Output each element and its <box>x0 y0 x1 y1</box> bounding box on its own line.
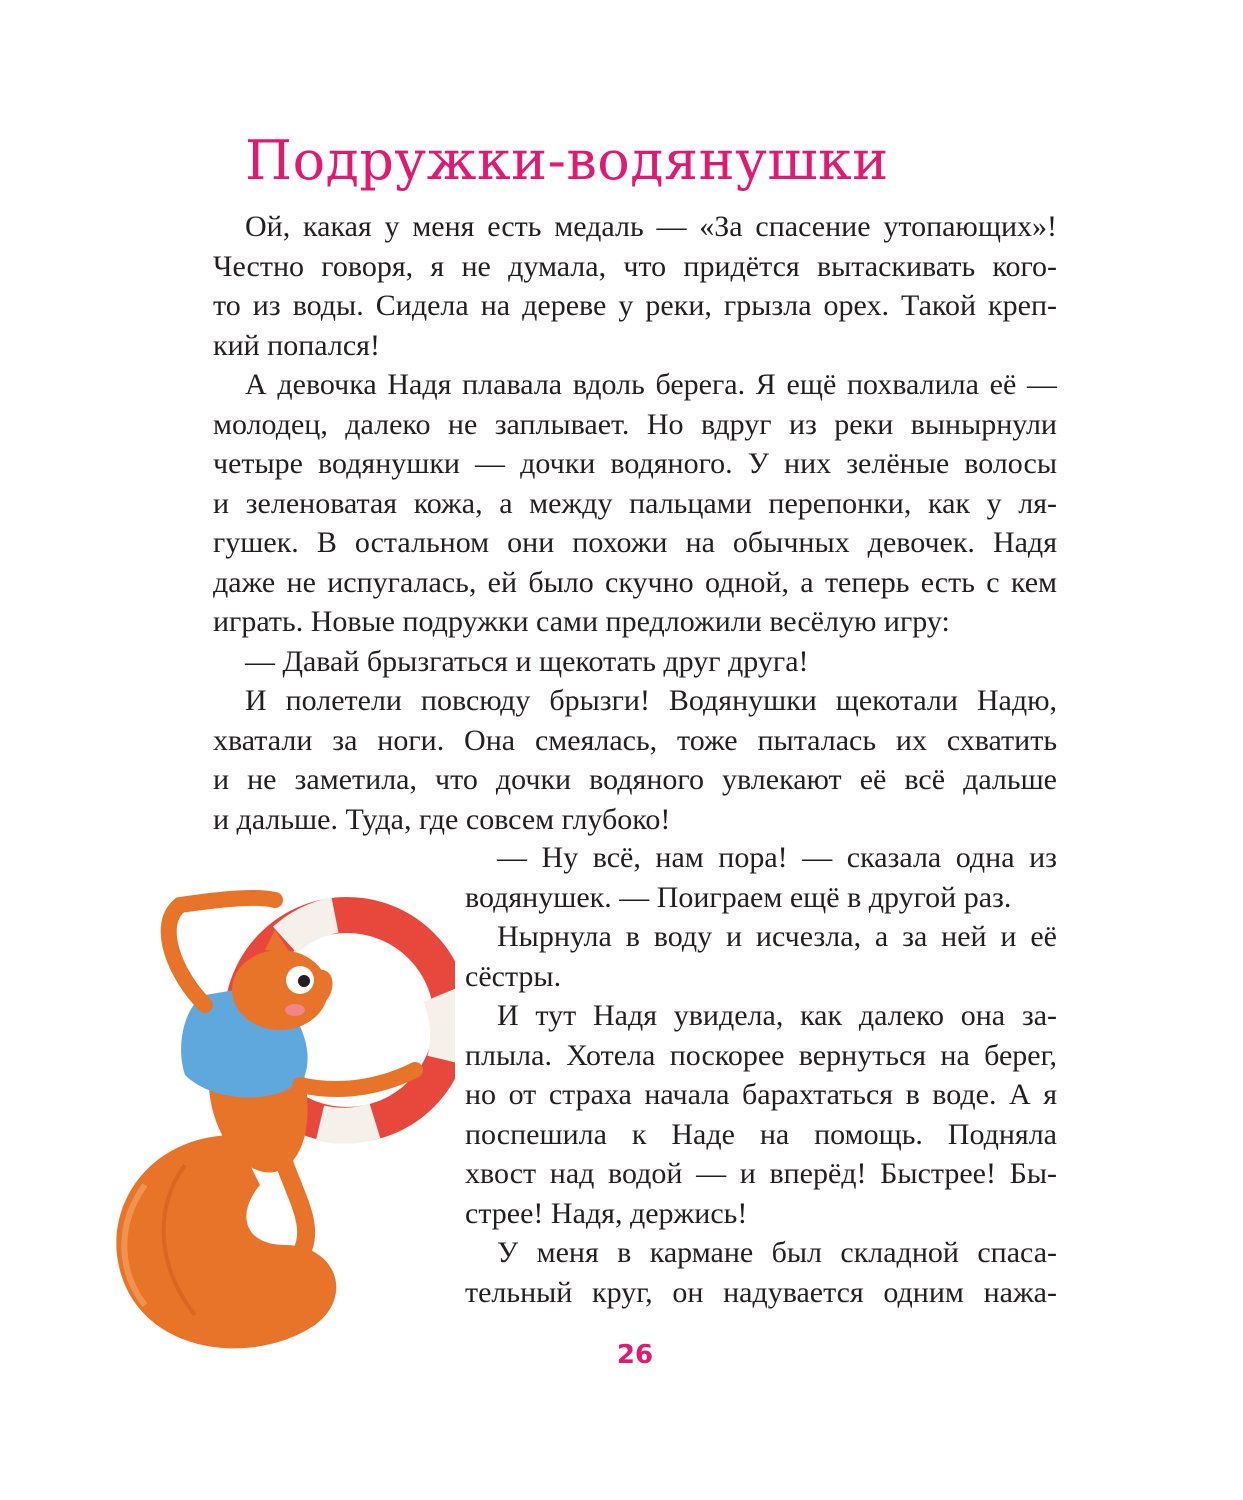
text-line: и дальше. Туда, где совсем глубоко! <box>213 802 671 836</box>
text-line: — Ну всё, нам пора! — сказала одна из <box>497 841 1057 874</box>
text-line: но от страха начала барахтаться в воде. А я <box>465 1078 1057 1111</box>
text-line: молодец, далеко не заплывает. Но вдруг из реки вынырнули <box>213 407 1057 441</box>
text-line: тельный круг, он надувается одним нажа- <box>465 1275 1057 1309</box>
text-line: сёстры. <box>465 959 562 993</box>
text-line: хватали за ноги. Она смеялась, тоже пыталась их схватить <box>213 723 1057 757</box>
text-line: хвост над водой — и вперёд! Быстрее! Бы- <box>465 1157 1057 1190</box>
story-text-top <box>213 207 1057 839</box>
squirrel-with-lifebuoy-illustration <box>85 885 455 1375</box>
squirrel-head <box>232 930 333 1030</box>
text-line: Честно говоря, я не думала, что придётся вытаскивать кого- <box>213 249 1057 283</box>
text-line: играть. Новые подружки сами предложили весёлую игру: <box>213 605 950 638</box>
page-number: 26 <box>616 1340 654 1370</box>
text-line: то из воды. Сидела на дереве у реки, грызла орех. Такой креп- <box>213 289 1057 322</box>
text-line: — Давай брызгаться и щекотать друг друга! <box>245 644 809 678</box>
text-line: А девочка Надя плавала вдоль берега. Я ещё похвалила её — <box>245 368 1057 401</box>
story-text-right <box>465 838 1057 1312</box>
text-line: водянушек. — Поиграем ещё в другой раз. <box>465 880 1012 914</box>
text-line: и зеленоватая кожа, а между пальцами перепонки, как у ля- <box>213 486 1057 520</box>
text-line: даже не испугалась, ей было скучно одной, а теперь есть с кем <box>213 565 1057 599</box>
text-line: Нырнула в воду и исчезла, а за ней и её <box>497 920 1057 953</box>
text-line: И полетели повсюду брызги! Водянушки щекотали Надю, <box>245 684 1057 717</box>
text-line: И тут Надя увидела, как далеко она за- <box>497 999 1057 1032</box>
text-line: плыла. Хотела поскорее вернуться на берег, <box>465 1038 1057 1072</box>
text-line: У меня в кармане был складной спаса- <box>497 1236 1057 1269</box>
text-line: поспешила к Наде на помощь. Подняла <box>465 1117 1057 1151</box>
text-line: стрее! Надя, держись! <box>465 1196 748 1230</box>
text-line: Ой, какая у меня есть медаль — «За спасение утопающих»! <box>245 210 1057 243</box>
text-line: четыре водянушки — дочки водяного. У них зелёные волосы <box>213 447 1057 480</box>
text-line: и не заметила, что дочки водяного увлекают её всё дальше <box>213 763 1057 796</box>
page-title: Подружки-водянушки <box>245 129 889 192</box>
text-line: кий попался! <box>213 328 380 362</box>
text-line: гушек. В остальном они похожи на обычных девочек. Надя <box>213 526 1057 559</box>
